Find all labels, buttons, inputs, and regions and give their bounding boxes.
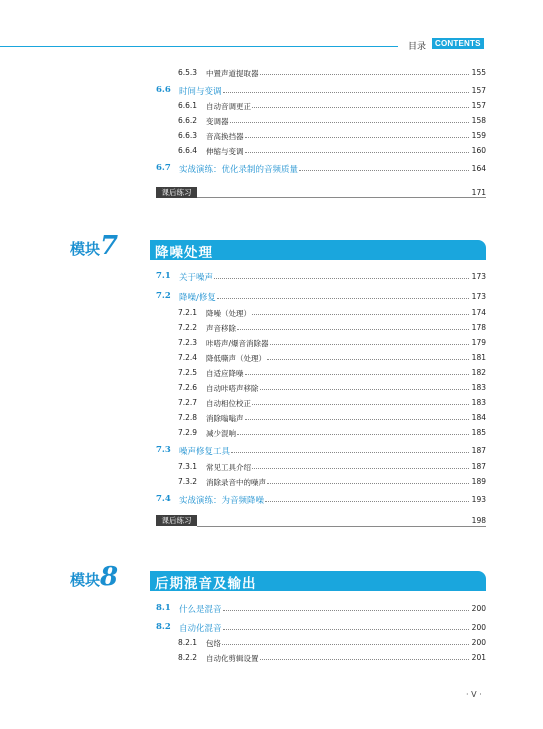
entry-title: 自适应降噪 (206, 369, 244, 378)
entry-title: 减少混响 (206, 429, 236, 438)
leader-dots (252, 314, 469, 315)
toc-subsection-entry[interactable] (0, 66, 543, 78)
leader-dots (231, 452, 469, 453)
entry-page: 174 (471, 308, 486, 317)
entry-title: 自动相位校正 (206, 399, 251, 408)
toc-subsection-entry[interactable] (0, 129, 543, 141)
entry-title: 什么是混音 (179, 605, 222, 615)
entry-title: 咔嗒声/爆音消除器 (206, 339, 269, 348)
toc-section-entry[interactable] (0, 270, 543, 282)
entry-page: 181 (471, 353, 486, 362)
entry-title: 关于噪声 (179, 273, 214, 283)
toc-subsection-entry[interactable] (0, 426, 543, 438)
entry-title: 常见工具介绍 (206, 463, 251, 472)
entry-page: 157 (471, 101, 486, 110)
toc-subsection-entry[interactable] (0, 366, 543, 378)
leader-dots (223, 92, 469, 93)
header-rule (0, 46, 398, 47)
entry-number: 8.2.1 (178, 638, 198, 647)
leader-dots (245, 152, 469, 153)
leader-dots (260, 659, 469, 660)
entry-page: 200 (471, 623, 486, 632)
entry-number: 7.2.6 (178, 383, 198, 392)
toc-section-entry[interactable] (0, 84, 543, 96)
entry-page: 193 (471, 495, 486, 504)
entry-title: 自动咔嗒声移除 (206, 384, 259, 393)
toc-subsection-entry[interactable] (0, 144, 543, 156)
entry-page: 155 (471, 68, 486, 77)
entry-number: 7.2.7 (178, 398, 198, 407)
leader-dots (223, 629, 469, 630)
entry-page: 179 (471, 338, 486, 347)
leader-dots (245, 374, 469, 375)
toc-subsection-entry[interactable] (0, 381, 543, 393)
toc-section-entry[interactable] (0, 290, 543, 302)
entry-title: 变调器 (206, 117, 229, 126)
entry-number: 7.2.9 (178, 428, 198, 437)
module-number: 8 (100, 562, 119, 592)
toc-subsection-entry[interactable] (0, 411, 543, 423)
leader-dots (252, 468, 469, 469)
toc-section-entry[interactable] (0, 493, 543, 505)
module-number: 7 (100, 231, 119, 261)
leader-dots (270, 344, 469, 345)
entry-title: 消除嗡嗡声 (206, 414, 244, 423)
module-label-prefix: 模块 (70, 240, 101, 258)
entry-page: 158 (471, 116, 486, 125)
leader-dots (214, 278, 469, 279)
module-label-prefix: 模块 (70, 571, 101, 589)
entry-page: 173 (471, 272, 486, 281)
leader-dots (217, 298, 469, 299)
leader-dots (237, 329, 469, 330)
entry-title: 中置声道提取器 (206, 69, 259, 78)
toc-subsection-entry[interactable] (0, 99, 543, 111)
entry-title: 自动化剪辑设置 (206, 654, 259, 663)
leader-dots (237, 434, 469, 435)
entry-page: 178 (471, 323, 486, 332)
exercise-rule (197, 197, 486, 198)
entry-title: 降噪/修复 (179, 293, 216, 303)
leader-dots (222, 644, 469, 645)
toc-subsection-entry[interactable] (0, 460, 543, 472)
exercise-page: 171 (471, 188, 486, 197)
leader-dots (245, 137, 469, 138)
entry-title: 自动音调更正 (206, 102, 251, 111)
entry-number: 8.1 (156, 603, 171, 613)
entry-title: 消除录音中的噪声 (206, 478, 266, 487)
module-8-title: 后期混音及输出 (155, 576, 257, 592)
entry-page: 157 (471, 86, 486, 95)
toc-subsection-entry[interactable] (0, 336, 543, 348)
entry-number: 7.2.8 (178, 413, 198, 422)
page-number: · V · (466, 690, 482, 699)
entry-title: 降低嘶声（处理） (206, 354, 266, 363)
exercise-label[interactable]: 课后练习 (156, 515, 197, 526)
header-title: 目录 (408, 42, 427, 52)
entry-page: 183 (471, 398, 486, 407)
module-7-title: 降噪处理 (155, 245, 213, 261)
entry-title: 自动化混音 (179, 624, 222, 634)
title-bar-notch (147, 571, 150, 591)
entry-page: 200 (471, 604, 486, 613)
toc-subsection-entry[interactable] (0, 475, 543, 487)
entry-number: 6.6.2 (178, 116, 198, 125)
entry-page: 160 (471, 146, 486, 155)
module-7-title-bar[interactable] (147, 240, 486, 260)
entry-page: 183 (471, 383, 486, 392)
entry-page: 201 (471, 653, 486, 662)
leader-dots (260, 389, 469, 390)
entry-title: 降噪（处理） (206, 309, 251, 318)
toc-subsection-entry[interactable] (0, 636, 543, 648)
leader-dots (260, 74, 469, 75)
entry-page: 200 (471, 638, 486, 647)
entry-number: 7.3.2 (178, 477, 198, 486)
entry-number: 7.2.4 (178, 353, 198, 362)
entry-title: 音高换挡器 (206, 132, 244, 141)
toc-subsection-entry[interactable] (0, 351, 543, 363)
toc-subsection-entry[interactable] (0, 114, 543, 126)
entry-page: 159 (471, 131, 486, 140)
entry-page: 164 (471, 164, 486, 173)
entry-title: 噪声修复工具 (179, 447, 231, 457)
leader-dots (230, 122, 469, 123)
exercise-label[interactable]: 课后练习 (156, 187, 197, 198)
entry-number: 6.6.4 (178, 146, 198, 155)
entry-number: 6.6.3 (178, 131, 198, 140)
exercise-rule (197, 526, 486, 527)
entry-title: 伸缩与变调 (206, 147, 244, 156)
entry-number: 7.2.5 (178, 368, 198, 377)
entry-title: 实战演练：为音频降噪 (179, 496, 265, 506)
entry-number: 7.3 (156, 445, 171, 455)
entry-page: 173 (471, 292, 486, 301)
entry-number: 7.2 (156, 291, 171, 301)
leader-dots (267, 483, 469, 484)
leader-dots (299, 170, 469, 171)
entry-number: 6.7 (156, 163, 171, 173)
module-8-label (70, 562, 118, 592)
entry-number: 8.2.2 (178, 653, 198, 662)
toc-subsection-entry[interactable] (0, 321, 543, 333)
leader-dots (267, 359, 469, 360)
entry-number: 6.6 (156, 85, 171, 95)
leader-dots (265, 501, 469, 502)
toc-subsection-entry[interactable] (0, 306, 543, 318)
entry-number: 7.1 (156, 271, 171, 281)
toc-subsection-entry[interactable] (0, 396, 543, 408)
entry-number: 7.2.2 (178, 323, 198, 332)
toc-section-entry[interactable] (0, 162, 543, 174)
entry-page: 182 (471, 368, 486, 377)
entry-page: 187 (471, 446, 486, 455)
toc-subsection-entry[interactable] (0, 651, 543, 663)
exercise-page: 198 (471, 516, 486, 525)
module-8-title-bar[interactable] (147, 571, 486, 591)
entry-title: 声音移除 (206, 324, 236, 333)
toc-section-entry[interactable] (0, 444, 543, 456)
entry-number: 6.6.1 (178, 101, 198, 110)
contents-badge: CONTENTS (432, 38, 484, 49)
leader-dots (245, 419, 469, 420)
module-7-label (70, 231, 118, 261)
entry-title: 实战演练：优化录制的音频质量 (179, 165, 299, 175)
leader-dots (252, 404, 469, 405)
toc-section-entry[interactable] (0, 621, 543, 633)
title-bar-notch (147, 240, 150, 260)
entry-page: 189 (471, 477, 486, 486)
entry-number: 6.5.3 (178, 68, 198, 77)
entry-number: 8.2 (156, 622, 171, 632)
entry-number: 7.3.1 (178, 462, 198, 471)
entry-title: 包络 (206, 639, 221, 648)
leader-dots (252, 107, 469, 108)
entry-number: 7.2.1 (178, 308, 198, 317)
leader-dots (223, 610, 469, 611)
entry-page: 185 (471, 428, 486, 437)
entry-title: 时间与变调 (179, 87, 222, 97)
entry-page: 184 (471, 413, 486, 422)
entry-number: 7.2.3 (178, 338, 198, 347)
toc-section-entry[interactable] (0, 602, 543, 614)
entry-number: 7.4 (156, 494, 171, 504)
entry-page: 187 (471, 462, 486, 471)
